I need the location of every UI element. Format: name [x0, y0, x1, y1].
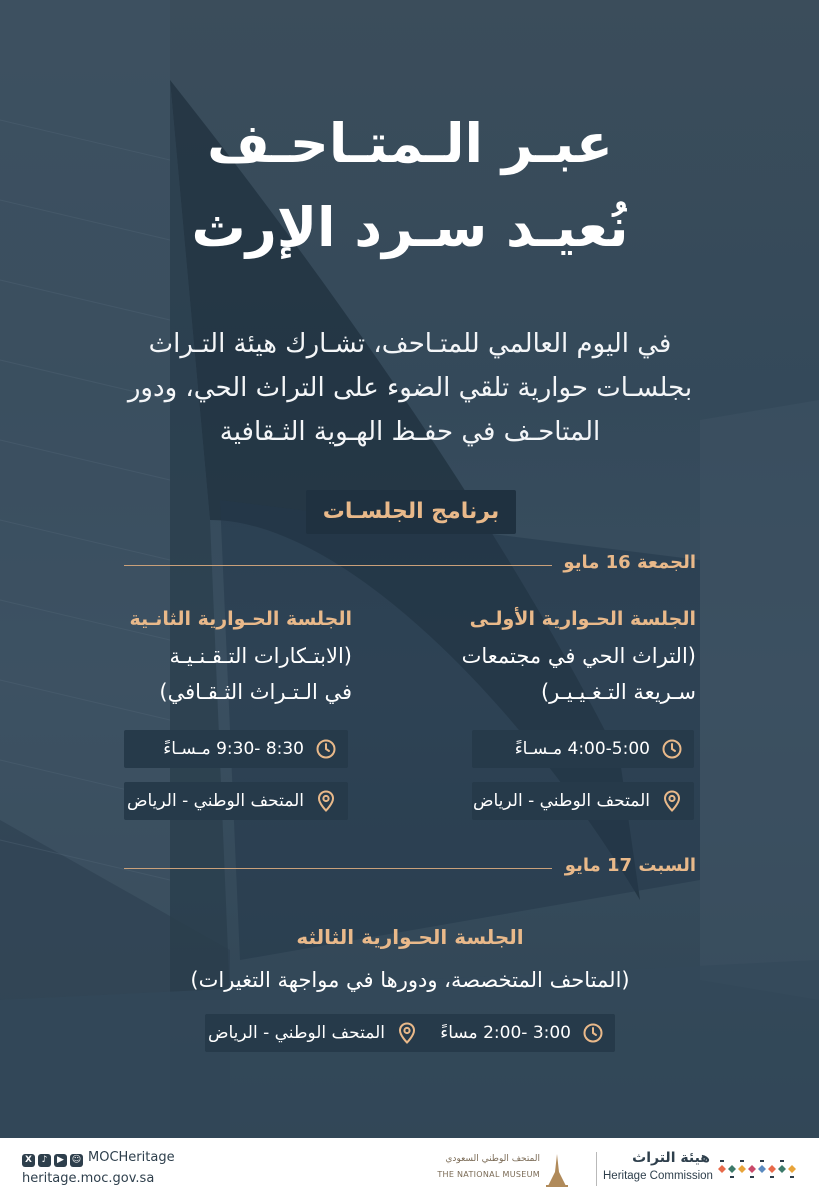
session-1-topic — [456, 638, 696, 710]
footer-divider — [596, 1152, 597, 1186]
heritage-commission-name-ar: هيئة التراث — [632, 1150, 710, 1166]
session-2-time-chip — [124, 730, 348, 768]
session-3-topic: (المتاحف المتخصصة، ودورها في مواجهة التغيرات) — [190, 968, 630, 992]
headline-line-1: عبـر الـمتـاحـف — [207, 112, 613, 175]
social-icons — [22, 1152, 83, 1168]
clock-icon — [314, 737, 338, 761]
session-3-time: 3:00 -2:00 مساءً — [440, 1023, 571, 1043]
day-1-date: الجمعة 16 مايو — [563, 552, 696, 573]
national-museum-logo — [437, 1150, 584, 1190]
session-2-location: المتحف الوطني - الرياض — [126, 791, 304, 811]
session-3-details-bar — [205, 1014, 615, 1052]
headline-line-2: نُعيـد سـرد الإرث — [191, 196, 629, 259]
session-1-time-chip — [472, 730, 694, 768]
session-1-time: 4:00-5:00 مـسـاءً — [514, 739, 650, 759]
session-2-time: 8:30 -9:30 مـسـاءً — [163, 739, 304, 759]
session-3-title: الجلسة الحـوارية الثالثه — [296, 925, 524, 949]
program-badge: برنامج الجلسـات — [306, 490, 516, 534]
topic-line: في الـتـراث الثـقـافي) — [159, 680, 352, 704]
session-3-location: المتحف الوطني - الرياض — [207, 1023, 385, 1043]
topic-line: سـريعة التـغـيـيـر) — [540, 680, 696, 704]
day-1-header — [124, 552, 696, 578]
session-1-title: الجلسة الحـوارية الأولـى — [469, 608, 696, 630]
session-2 — [112, 608, 352, 710]
divider — [124, 868, 552, 869]
location-pin-icon — [314, 789, 338, 813]
intro-line: بجلسـات حوارية تلقي الضوء على التراث الحي، ودور — [127, 373, 693, 403]
divider — [124, 565, 552, 566]
session-3-time-chip — [440, 1014, 605, 1052]
session-1 — [456, 608, 696, 710]
clock-icon — [581, 1021, 605, 1045]
snapchat-icon[interactable]: ☺ — [71, 1154, 82, 1165]
session-2-topic — [112, 638, 352, 710]
location-pin-icon — [660, 789, 684, 813]
day-2-date: السبت 17 مايو — [564, 855, 696, 876]
topic-line: (الابتـكارات التـقـنـيـة — [169, 644, 352, 668]
national-museum-mark-icon — [544, 1152, 570, 1188]
national-museum-name-ar: المتحف الوطني السعودي — [445, 1154, 540, 1164]
intro-line: في اليوم العالمي للمتـاحف، تشـارك هيئة التـراث — [148, 329, 672, 359]
session-2-title: الجلسة الحـوارية الثانـية — [129, 608, 352, 630]
heritage-commission-name-en: Heritage Commission — [603, 1170, 713, 1182]
clock-icon — [660, 737, 684, 761]
tiktok-icon[interactable]: ♪ — [38, 1154, 51, 1167]
x-icon[interactable]: X — [22, 1154, 35, 1167]
session-3-location-chip — [208, 1014, 419, 1052]
intro-line: المتاحـف في حفـظ الهـوية الثـقافية — [219, 417, 601, 447]
footer — [0, 1138, 819, 1200]
website-link[interactable]: heritage.moc.gov.sa — [22, 1171, 155, 1186]
session-1-location-chip — [472, 782, 694, 820]
national-museum-name-en: THE NATIONAL MUSEUM — [437, 1170, 540, 1179]
youtube-icon[interactable]: ▶ — [54, 1154, 67, 1167]
social-handle[interactable]: MOCHeritage — [88, 1150, 175, 1165]
session-2-location-chip — [124, 782, 348, 820]
topic-line: (التراث الحي في مجتمعات — [461, 644, 696, 668]
session-1-location: المتحف الوطني - الرياض — [472, 791, 650, 811]
intro-paragraph — [60, 322, 760, 454]
heritage-commission-pattern-icon — [716, 1158, 796, 1180]
day-2-header — [124, 855, 696, 881]
location-pin-icon — [395, 1021, 419, 1045]
